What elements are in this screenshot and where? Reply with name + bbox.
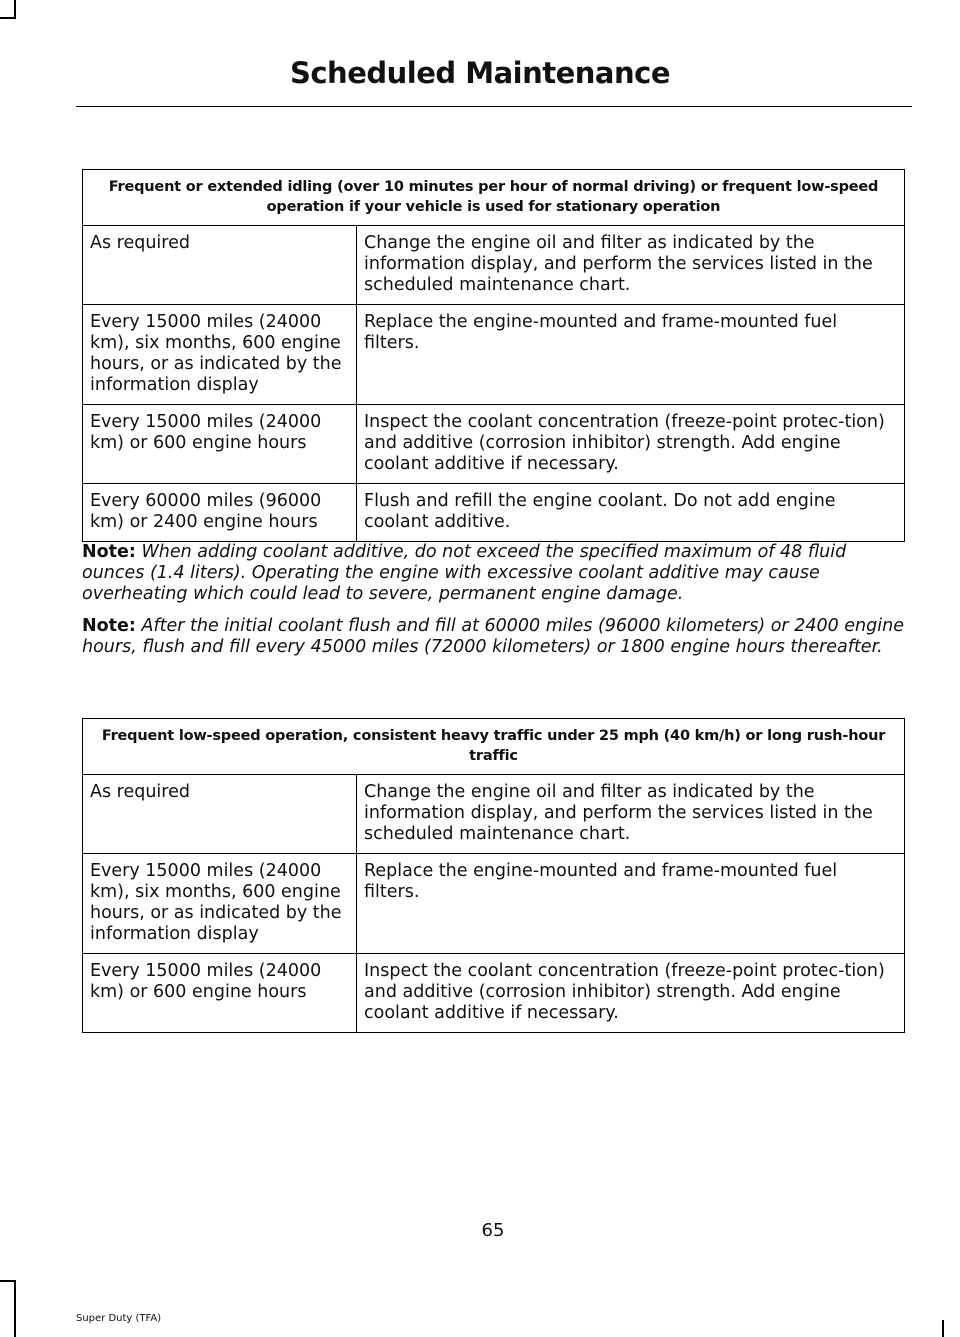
interval-cell: As required bbox=[83, 226, 357, 305]
interval-cell: Every 60000 miles (96000 km) or 2400 engine hours bbox=[83, 484, 357, 542]
interval-cell: Every 15000 miles (24000 km), six months, 600 engine hours, or as indicated by the information display bbox=[83, 854, 357, 954]
title-divider bbox=[76, 106, 912, 107]
maintenance-table-idling bbox=[82, 169, 905, 542]
note-label: Note: bbox=[82, 616, 136, 636]
action-cell: Change the engine oil and filter as indicated by the information display, and perform the services listed in the scheduled maintenance chart. bbox=[357, 226, 905, 305]
table-row bbox=[83, 484, 905, 542]
action-cell: Replace the engine-mounted and frame-mounted fuel filters. bbox=[357, 854, 905, 954]
note-text: After the initial coolant flush and fill at 60000 miles (96000 kilometers) or 2400 engine hours, flush and fill every 45000 miles (72000 kilometers) or 1800 engine hours thereafter. bbox=[82, 616, 904, 657]
table-heading: Frequent or extended idling (over 10 minutes per hour of normal driving) or frequent low-speed operation if your vehicle is used for stationary operation bbox=[83, 170, 905, 226]
interval-cell: Every 15000 miles (24000 km), six months, 600 engine hours, or as indicated by the information display bbox=[83, 305, 357, 405]
note-text: When adding coolant additive, do not exceed the specified maximum of 48 fluid ounces (1.4 liters). Operating the engine with excessive coolant additive may cause overheating which could lead to severe, permanent engine damage. bbox=[82, 542, 847, 604]
action-cell: Replace the engine-mounted and frame-mounted fuel filters. bbox=[357, 305, 905, 405]
action-cell: Inspect the coolant concentration (freeze-point protec-tion) and additive (corrosion inhibitor) strength. Add engine coolant additive if necessary. bbox=[357, 954, 905, 1033]
note bbox=[82, 542, 905, 605]
notes-section bbox=[82, 542, 905, 669]
crop-mark-bottom-right bbox=[942, 1320, 944, 1337]
crop-mark-top-left-h bbox=[0, 17, 16, 19]
table-row bbox=[83, 954, 905, 1033]
page-title: Scheduled Maintenance bbox=[289, 56, 671, 90]
page-number: 65 bbox=[481, 1220, 505, 1241]
publication-footer: Super Duty (TFA) bbox=[76, 1313, 162, 1324]
table-row bbox=[83, 305, 905, 405]
action-cell: Flush and refill the engine coolant. Do not add engine coolant additive. bbox=[357, 484, 905, 542]
action-cell: Change the engine oil and filter as indicated by the information display, and perform the services listed in the scheduled maintenance chart. bbox=[357, 775, 905, 854]
crop-mark-bottom-left-h bbox=[0, 1280, 16, 1282]
crop-mark-bottom-left bbox=[14, 1280, 16, 1337]
note bbox=[82, 616, 905, 658]
interval-cell: Every 15000 miles (24000 km) or 600 engine hours bbox=[83, 405, 357, 484]
table-row bbox=[83, 775, 905, 854]
table-row bbox=[83, 405, 905, 484]
note-label: Note: bbox=[82, 542, 136, 562]
interval-cell: Every 15000 miles (24000 km) or 600 engine hours bbox=[83, 954, 357, 1033]
table-row bbox=[83, 226, 905, 305]
table-row bbox=[83, 854, 905, 954]
table-heading: Frequent low-speed operation, consistent heavy traffic under 25 mph (40 km/h) or long rush-hour traffic bbox=[83, 719, 905, 775]
interval-cell: As required bbox=[83, 775, 357, 854]
action-cell: Inspect the coolant concentration (freeze-point protec-tion) and additive (corrosion inhibitor) strength. Add engine coolant additive if necessary. bbox=[357, 405, 905, 484]
maintenance-table-low-speed bbox=[82, 718, 905, 1033]
